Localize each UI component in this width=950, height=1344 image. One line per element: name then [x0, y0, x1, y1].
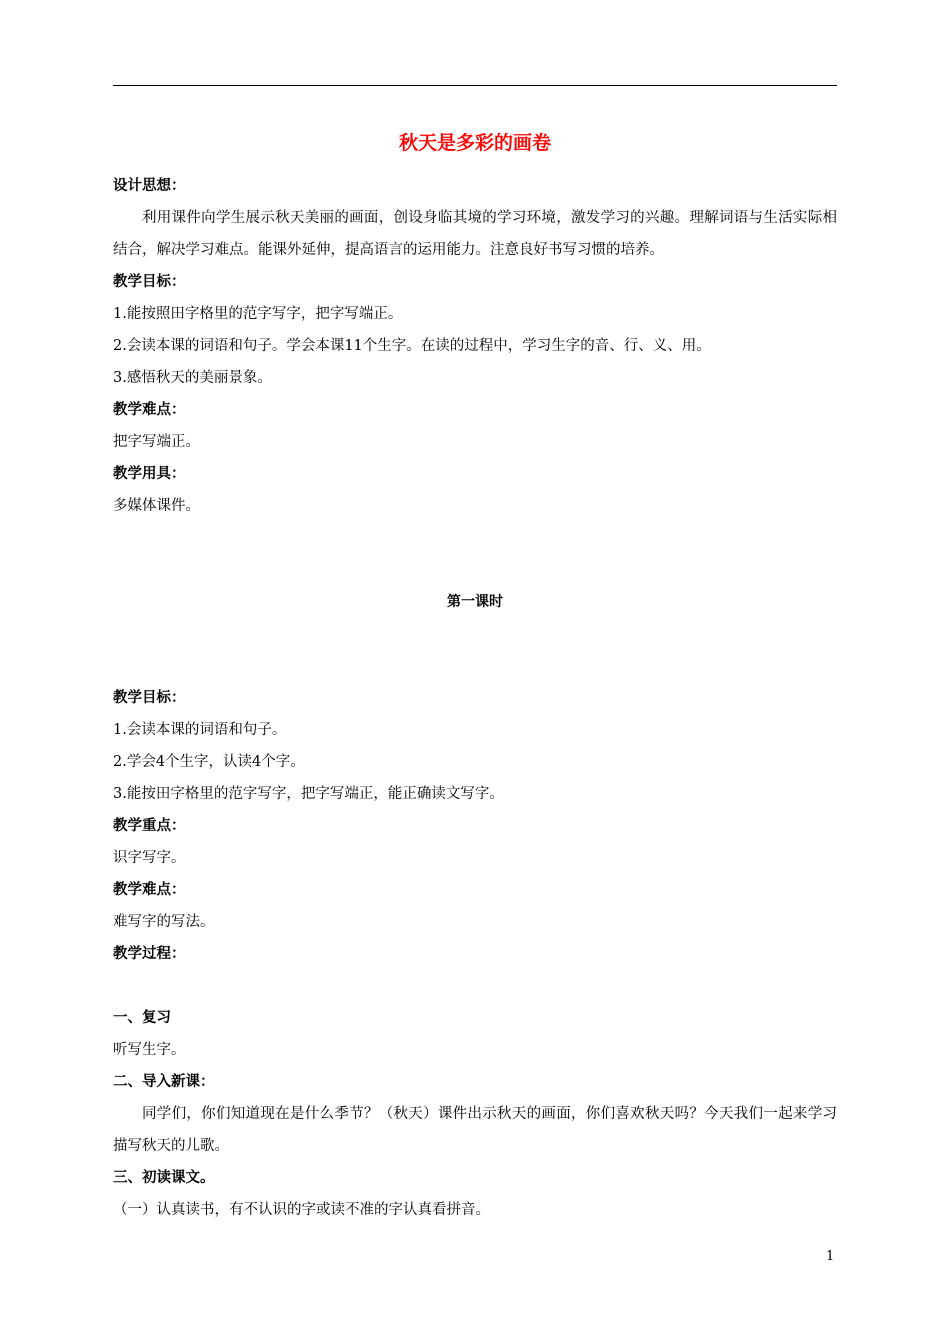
design-idea-text: 利用课件向学生展示秋天美丽的画面，创设身临其境的学习环境，激发学习的兴趣。理解词语与生活实际相结合，解决学习难点。能课外延伸，提高语言的运用能力。注意良好书写习惯的培养。: [113, 210, 837, 258]
key-points-text: 识字写字。: [113, 850, 186, 866]
document-title: 秋天是多彩的画卷: [398, 132, 551, 154]
process-heading: 教学过程：: [113, 946, 186, 962]
header-rule: [113, 85, 837, 86]
lesson-difficulty-heading: 教学难点：: [113, 882, 186, 898]
step2-text: 同学们，你们知道现在是什么季节？（秋天）课件出示秋天的画面，你们喜欢秋天吗？今天我们一起来学习描写秋天的儿歌。: [113, 1106, 837, 1154]
step3-heading: 三、初读课文。: [113, 1170, 215, 1186]
step3-item: （一）认真读书，有不认识的字或读不准的字认真看拼音。: [113, 1202, 490, 1218]
goal-item: 3.感悟秋天的美丽景象。: [113, 370, 272, 386]
key-points-heading: 教学重点：: [113, 818, 186, 834]
document-body: [113, 128, 837, 1226]
goal-item: 2.会读本课的词语和句子。学会本课11个生字。在读的过程中，学习生字的音、行、义、用。: [113, 338, 711, 354]
step1-text: 听写生字。: [113, 1042, 186, 1058]
lesson-goals-heading: 教学目标：: [113, 690, 186, 706]
lesson-goal-item: 3.能按田字格里的范字写字，把字写端正，能正确读文写字。: [113, 786, 504, 802]
lesson-goal-item: 1.会读本课的词语和句子。: [113, 722, 287, 738]
design-idea-heading: 设计思想：: [113, 178, 186, 194]
difficulty-text: 把字写端正。: [113, 434, 200, 450]
lesson-goal-item: 2.学会4个生字，认读4个字。: [113, 754, 305, 770]
step2-heading: 二、导入新课：: [113, 1074, 215, 1090]
difficulty-heading: 教学难点：: [113, 402, 186, 418]
tools-heading: 教学用具：: [113, 466, 186, 482]
lesson-difficulty-text: 难写字的写法。: [113, 914, 215, 930]
tools-text: 多媒体课件。: [113, 498, 200, 514]
goals-heading: 教学目标：: [113, 274, 186, 290]
step1-heading: 一、复习: [113, 1010, 171, 1026]
lesson-heading: 第一课时: [447, 594, 503, 610]
page-number: 1: [826, 1249, 835, 1264]
goal-item: 1.能按照田字格里的范字写字，把字写端正。: [113, 306, 403, 322]
